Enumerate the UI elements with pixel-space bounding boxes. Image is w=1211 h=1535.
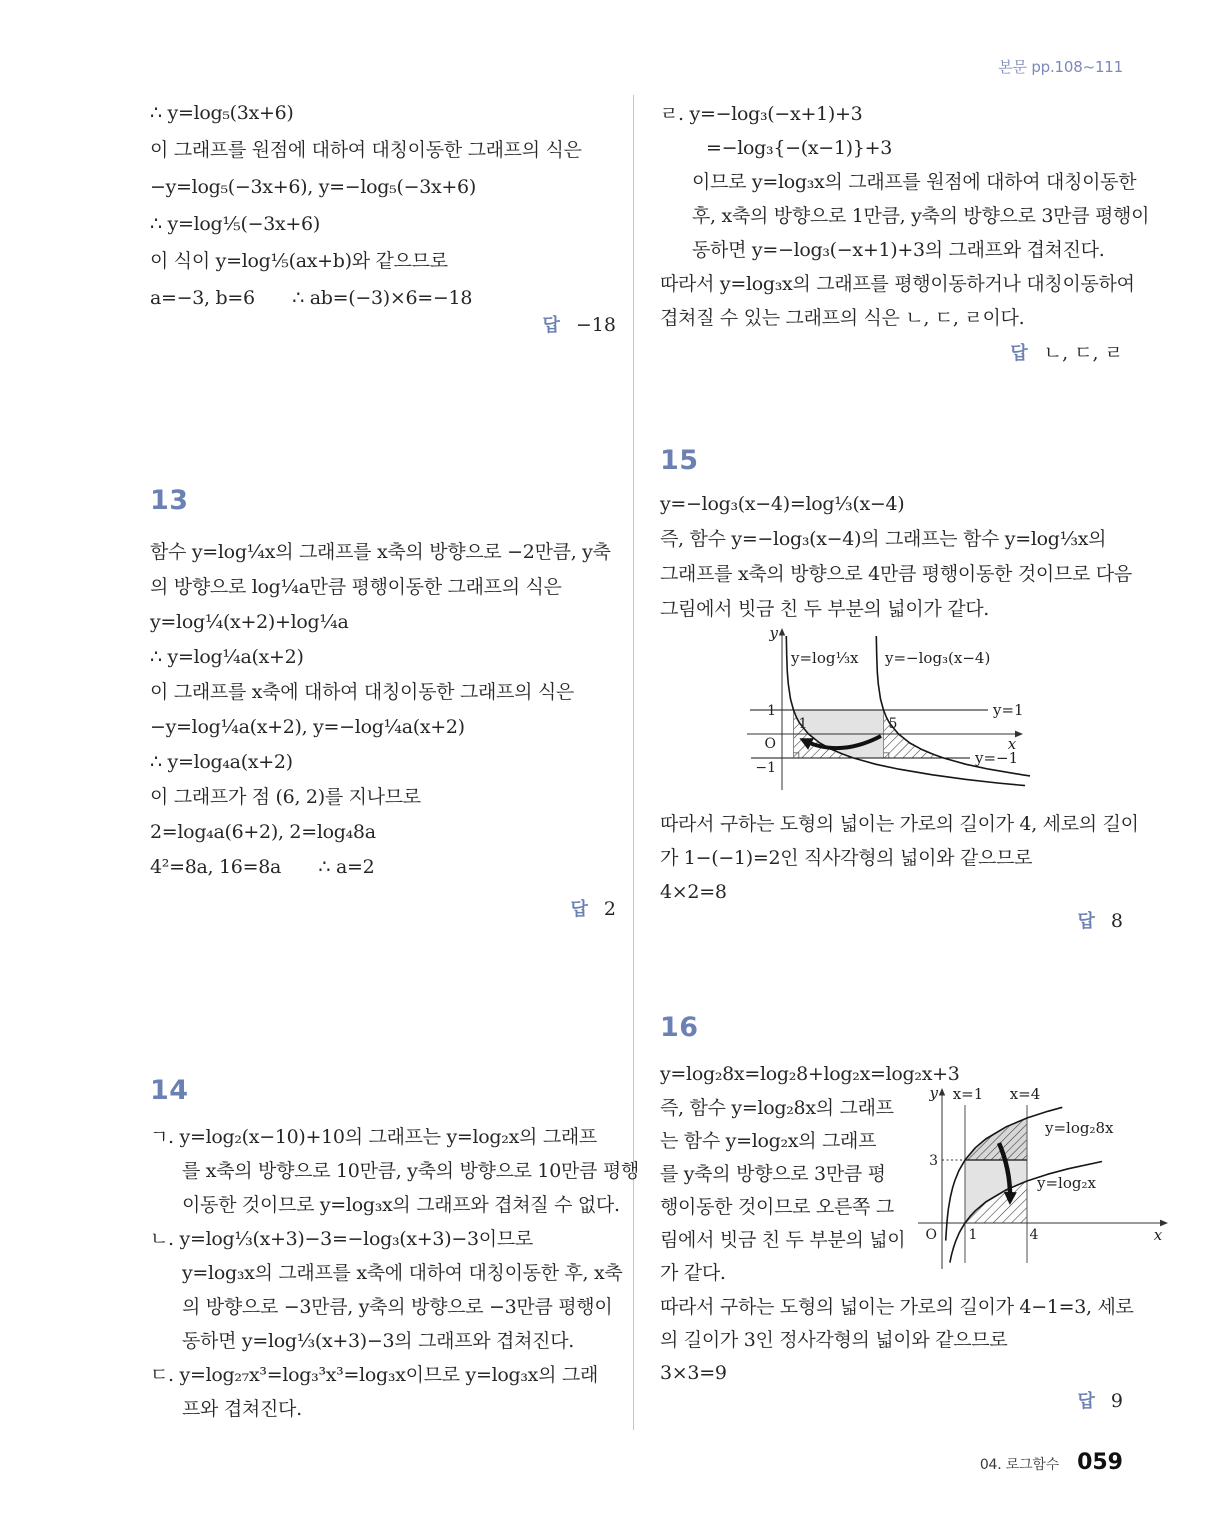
text-line: ㄴ. y=log⅓(x+3)−3=−log₃(x+3)−3이므로 <box>150 1228 533 1250</box>
text-line: 그래프를 x축의 방향으로 4만큼 평행이동한 것이므로 다음 <box>660 563 1132 585</box>
problem16-solution-bottom <box>660 1291 1134 1390</box>
vline4-label: x=4 <box>1009 1085 1041 1103</box>
text-line: 4×2=8 <box>660 881 727 903</box>
answer-value: 9 <box>1110 1390 1123 1412</box>
text-line: 따라서 구하는 도형의 넓이는 가로의 길이가 4, 세로의 길이 <box>660 813 1139 835</box>
text-line: ㄹ. y=−log₃(−x+1)+3 <box>660 103 863 125</box>
text-line: 함수 y=log¼x의 그래프를 x축의 방향으로 −2만큼, y축 <box>150 541 611 563</box>
hline-top-label: y=1 <box>993 701 1024 719</box>
answer-row-problem12 <box>543 311 617 337</box>
ytick-minus1: −1 <box>755 760 776 776</box>
answer-label: 답 <box>1077 911 1095 932</box>
vline1-label: x=1 <box>952 1085 984 1103</box>
text-line: 프와 겹쳐진다. <box>182 1398 302 1420</box>
answer-value: ㄴ, ㄷ, ㄹ <box>1043 342 1123 364</box>
page-footer <box>980 1450 1123 1475</box>
text-line: 즉, 함수 y=−log₃(x−4)의 그래프는 함수 y=log⅓x의 <box>660 528 1107 550</box>
text-line: 를 x축의 방향으로 10만큼, y축의 방향으로 10만큼 평행 <box>182 1160 639 1182</box>
text-line: 이 그래프를 x축에 대하여 대칭이동한 그래프의 식은 <box>150 681 574 703</box>
x-axis-label: x <box>1007 735 1017 753</box>
text-line: 가 같다. <box>660 1262 726 1284</box>
text-line: ㄱ. y=log₂(x−10)+10의 그래프는 y=log₂x의 그래프 <box>150 1126 597 1148</box>
column-divider <box>633 95 634 1430</box>
xtick-1: 1 <box>968 1227 978 1243</box>
chapter-title: 04. 로그함수 <box>979 1457 1060 1473</box>
text-line: 그림에서 빗금 친 두 부분의 넓이가 같다. <box>660 598 990 620</box>
answer-row-problem13 <box>571 895 616 921</box>
text-line: ∴ y=log¼a(x+2) <box>150 646 304 668</box>
text-line: y=log¼(x+2)+log¼a <box>150 611 349 633</box>
text-line: 이 그래프를 원점에 대하여 대칭이동한 그래프의 식은 <box>150 139 582 161</box>
page-header-reference: 본문 pp.108~111 <box>998 58 1123 76</box>
problem-number-16: 16 <box>660 1012 699 1043</box>
text-line: 따라서 y=log₃x의 그래프를 평행이동하거나 대칭이동하여 <box>660 273 1135 295</box>
text-line: 2=log₄a(6+2), 2=log₄8a <box>150 821 376 843</box>
problem-number-13: 13 <box>150 485 189 516</box>
text-line: a=−3, b=6 ∴ ab=(−3)×6=−18 <box>150 287 473 309</box>
text-line: 이므로 y=log₃x의 그래프를 원점에 대하여 대칭이동한 <box>692 171 1137 193</box>
problem12-continuation <box>150 95 618 317</box>
curve-top-label: y=log₂8x <box>1045 1119 1114 1137</box>
origin-label: O <box>925 1227 937 1243</box>
ytick-1: 1 <box>767 703 776 719</box>
text-line: y=log₂8x=log₂8+log₂x=log₂x+3 <box>660 1063 960 1085</box>
text-line: 3×3=9 <box>660 1362 727 1384</box>
answer-label: 답 <box>1077 1391 1095 1412</box>
text-line: −y=log₅(−3x+6), y=−log₅(−3x+6) <box>150 176 476 198</box>
answer-value: 2 <box>603 898 616 920</box>
x-axis-label: x <box>1153 1226 1163 1244</box>
curve-left-label: y=log⅓x <box>791 649 859 667</box>
text-line: 4²=8a, 16=8a ∴ a=2 <box>150 856 375 878</box>
text-line: 는 함수 y=log₂x의 그래프 <box>660 1130 877 1152</box>
text-line: 겹쳐질 수 있는 그래프의 식은 ㄴ, ㄷ, ㄹ이다. <box>660 307 1025 329</box>
y-axis-label: y <box>769 624 778 642</box>
text-line: 이 식이 y=log⅕(ax+b)와 같으므로 <box>150 250 448 272</box>
problem16-graph <box>912 1083 1187 1273</box>
problem13-solution <box>150 535 618 885</box>
text-line: =−log₃{−(x−1)}+3 <box>706 137 892 159</box>
answer-label: 답 <box>1010 343 1028 364</box>
problem14-item-r <box>660 97 1150 335</box>
text-line: 를 y축의 방향으로 3만큼 평 <box>660 1163 886 1185</box>
text-line: −y=log¼a(x+2), y=−log¼a(x+2) <box>150 716 465 738</box>
text-line: y=−log₃(x−4)=log⅓(x−4) <box>660 493 905 515</box>
y-axis-label: y <box>929 1084 938 1102</box>
curve-right-label: y=−log₃(x−4) <box>885 649 991 667</box>
text-line: ㄷ. y=log₂₇x³=log₃³x³=log₃x이므로 y=log₃x의 그래 <box>150 1364 598 1386</box>
text-line: ∴ y=log⅕(−3x+6) <box>150 213 320 235</box>
problem15-graph <box>735 622 1140 802</box>
answer-row-problem15 <box>1078 907 1123 933</box>
answer-label: 답 <box>542 315 560 336</box>
text-line: 가 1−(−1)=2인 직사각형의 넓이와 같으므로 <box>660 847 1033 869</box>
text-line: 동하면 y=log⅓(x+3)−3의 그래프와 겹쳐진다. <box>182 1330 575 1352</box>
ytick-3: 3 <box>929 1153 938 1169</box>
origin-label: O <box>764 736 776 752</box>
text-line: 동하면 y=−log₃(−x+1)+3의 그래프와 겹쳐진다. <box>692 239 1105 261</box>
problem15-solution-top <box>660 487 1132 627</box>
answer-row-problem16 <box>1078 1387 1123 1413</box>
page-number: 059 <box>1077 1450 1123 1475</box>
text-line: 림에서 빗금 친 두 부분의 넓이 <box>660 1229 906 1251</box>
text-line: 이동한 것이므로 y=log₃x의 그래프와 겹쳐질 수 없다. <box>182 1194 620 1216</box>
text-line: 의 길이가 3인 정사각형의 넓이와 같으므로 <box>660 1329 1008 1351</box>
problem-number-15: 15 <box>660 445 699 476</box>
hatched-region-upper <box>965 1118 1027 1160</box>
xtick-5: 5 <box>888 716 898 732</box>
y-axis-arrow <box>779 628 785 636</box>
text-line: y=log₃x의 그래프를 x축에 대하여 대칭이동한 후, x축 <box>182 1262 623 1284</box>
text-line: 의 방향으로 −3만큼, y축의 방향으로 −3만큼 평행이 <box>182 1296 613 1318</box>
answer-value: −18 <box>575 314 616 336</box>
text-line: ∴ y=log₄a(x+2) <box>150 751 293 773</box>
problem15-solution-bottom <box>660 807 1139 909</box>
answer-label: 답 <box>570 899 588 920</box>
text-line: 의 방향으로 log¼a만큼 평행이동한 그래프의 식은 <box>150 576 562 598</box>
right-column <box>660 95 1163 1440</box>
problem-number-14: 14 <box>150 1075 189 1106</box>
text-line: 따라서 구하는 도형의 넓이는 가로의 길이가 4−1=3, 세로 <box>660 1296 1134 1318</box>
answer-row-problem14 <box>1010 338 1123 365</box>
text-line: 이 그래프가 점 (6, 2)를 지나므로 <box>150 786 421 808</box>
curve-bottom-label: y=log₂x <box>1037 1174 1096 1192</box>
text-line: 행이동한 것이므로 오른쪽 그 <box>660 1196 894 1218</box>
answer-value: 8 <box>1110 910 1123 932</box>
problem14-solution <box>150 1120 639 1426</box>
text-line: 후, x축의 방향으로 1만큼, y축의 방향으로 3만큼 평행이 <box>692 205 1150 227</box>
problem16-solution-wrap <box>660 1092 910 1290</box>
xtick-1: 1 <box>798 716 808 732</box>
y-axis-arrow <box>939 1088 945 1096</box>
text-line: ∴ y=log₅(3x+6) <box>150 102 294 124</box>
xtick-4: 4 <box>1029 1227 1039 1243</box>
left-column <box>150 95 639 1440</box>
text-line: 즉, 함수 y=log₂8x의 그래프 <box>660 1097 894 1119</box>
hline-bottom-label: y=−1 <box>975 749 1019 767</box>
